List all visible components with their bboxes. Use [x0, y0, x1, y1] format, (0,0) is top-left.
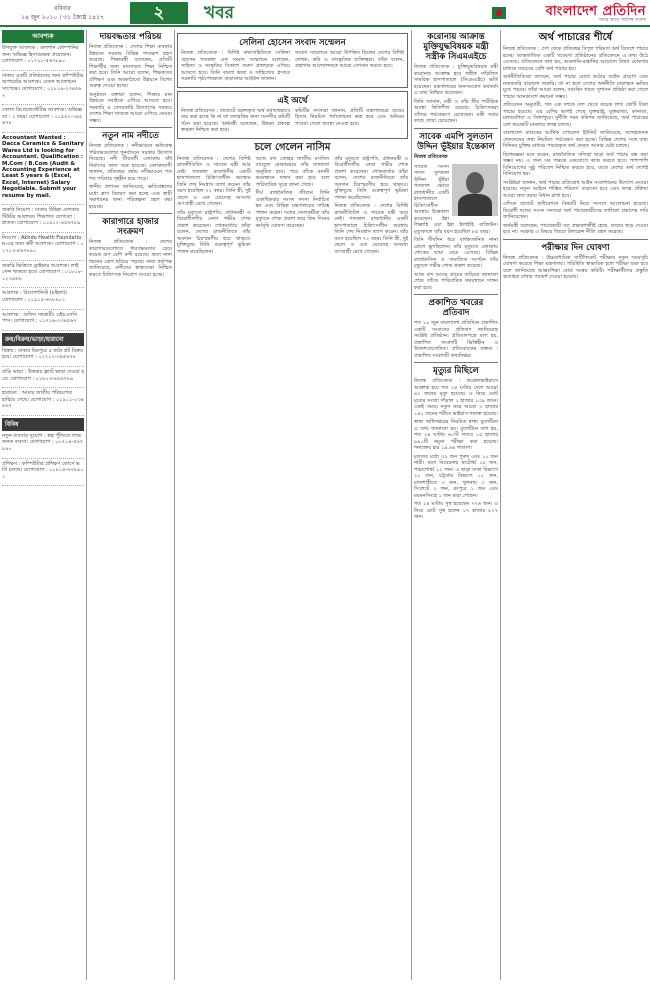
- divider: [414, 294, 498, 295]
- classified-ad: উপযুক্ত আবশ্যক : গুলশান কোম্পানির জন্য অভিজ্ঞ হিসাবরক্ষক প্রয়োজন। যোগাযোগ : ০১৭১১-৫৬৭৮৯০: [2, 45, 84, 71]
- headline: অর্থ পাচারের শীর্ষে: [538, 32, 613, 43]
- headline: দায়বদ্ধতার পরিচয়: [99, 32, 162, 42]
- classified-ad: নতুন ব্যবসার সুযোগ : স্বল্প পুঁজিতে লাভজনক ব্যবসা। যোগাযোগ : ০১৭১৪-৫৬৭৮৯০: [2, 433, 84, 459]
- divider: [89, 213, 172, 214]
- classified-ad: নিয়োগ : Akhdo Health Foundation-এর জন্য কর্মী আবশ্যক। যোগাযোগ : ০১৭১৩-৫৬৭৮৯০: [2, 235, 84, 261]
- headline: প্রকাশিত খবরের প্রতিবাদ: [428, 298, 484, 318]
- classified-ad: প্রশিক্ষণ : কম্পিউটার প্রশিক্ষণ কোর্সে ভর্তি চলছে। যোগাযোগ : ০১৮১৫-৬৭৮৯০১: [2, 461, 84, 487]
- article-body: নিজস্ব প্রতিবেদক : দেশ থেকে প্রতিবছর বিপুল পরিমাণ অর্থ বিদেশে পাচার হচ্ছে। আন্তর্জাতিক একটি গবেষণা প্রতিষ্ঠানের প্রতিবেদনে এ তথ্য উঠে এসেছে। প্রতিবেদনে বলা হয়, আমদানি-রপ্তানির আড়ালে মিথ্যা ঘোষণার মাধ্যমে সবচেয়ে বেশি অর্থ পাচার হয়। অর্থনীতিবিদরা বলছেন, অর্থ পাচার রোধে কঠোর আইন প্রয়োগ এবং নজরদারি বাড়ানো জরুরি। তা না হলে দেশের অর্থনীতি মারাত্মক ক্ষতির মুখে পড়বে। তাঁরা আরো বলেন, ব্যাংকিং খাতে সুশাসন প্রতিষ্ঠা করা গেলে পাচার অনেকাংশে কমানো সম্ভব। প্রতিবেদন অনুযায়ী, গত এক দশকে দেশ থেকে কয়েক লাখ কোটি টাকা পাচার হয়েছে। এর বেশির ভাগই গেছে যুক্তরাষ্ট্র, যুক্তরাজ্য, কানাডা, মালয়েশিয়া ও সিঙ্গাপুরে। দুর্নীতি দমন কমিশন জানিয়েছে, অর্থ পাচারের বেশ কয়েকটি মামলার তদন্ত চলছে। বাংলাদেশ ব্যাংকের আর্থিক গোয়েন্দা ইউনিট জানিয়েছে, সন্দেহজনক লেনদেনের তথ্য নিয়মিত পর্যবেক্ষণ করা হচ্ছে। বিভিন্ন দেশের সঙ্গে তথ্য বিনিময় চুক্তির মাধ্যমে পাচারকৃত অর্থ ফেরত আনার চেষ্টা চলছে। বিশেষজ্ঞরা মনে করেন, রাজনৈতিক সদিচ্ছা ছাড়া অর্থ পাচার বন্ধ করা সম্ভব নয়। এ জন্য সব পক্ষকে একযোগে কাজ করতে হবে। পাশাপাশি বিনিয়োগের সুষ্ঠু পরিবেশ নিশ্চিত করতে হবে, যাতে দেশের অর্থ দেশেই বিনিয়োগ হয়। সংশ্লিষ্টরা জানান, অর্থ পাচার প্রতিরোধ আইন সংশোধনের উদ্যোগ নেওয়া হয়েছে। নতুন আইনে শাস্তির পরিমাণ বাড়ানো হবে এবং তদন্ত প্রক্রিয়া আরো দ্রুত করার বিধান রাখা হবে। এদিকে বাজেট অধিবেশনে বিষয়টি নিয়ে সংসদে আলোচনা হয়েছে। বিরোধী দলের সংসদ সদস্যরা অর্থ পাচারকারীদের তালিকা প্রকাশের দাবি জানিয়েছেন। অর্থমন্ত্রী বলেছেন, পাচারকারী যত প্রভাবশালীই হোক, তাদের ছাড় দেওয়া হবে না। সরকার এ বিষয়ে জিরো টলারেন্স নীতি গ্রহণ করেছে।: [503, 46, 648, 235]
- classified-ad: বিক্রয় : ঢাকার মিরপুরে ৫ কাঠা প্লট বিক্রয় হবে। যোগাযোগ : ০১৭১২-৩৪৫৬৭৮: [2, 348, 84, 367]
- column-rule: [174, 30, 175, 980]
- article-body: নিজস্ব প্রতিবেদক : মুক্তিযুদ্ধবিষয়ক মন্ত্রী করোনায় আক্রান্ত হয়ে সস্ত্রীক সম্মিলিত সামরিক হাসপাতালে (সিএমএইচ) ভর্তি হয়েছেন। মন্ত্রণালয়ের জনসংযোগ কর্মকর্তা এ তথ্য নিশ্চিত করেছেন। তিনি জানান, মন্ত্রী ও তাঁর স্ত্রীর শারীরিক অবস্থা স্থিতিশীল রয়েছে। চিকিৎসকরা তাঁদের পর্যবেক্ষণে রেখেছেন। মন্ত্রী সবার কাছে দোয়া চেয়েছেন।: [414, 64, 498, 124]
- classifieds-column: [2, 30, 84, 980]
- headline: এই অর্থে: [277, 95, 308, 106]
- column-rule: [411, 30, 412, 980]
- news-column-5: [503, 30, 648, 980]
- column-rule: [86, 30, 87, 980]
- headline: সাবেক এমপি সুলতান উদ্দিন ভূঁইয়ার ইন্তেকাল: [417, 131, 495, 152]
- article-body: নিজস্ব প্রতিবেদক : দেশের শিক্ষা ব্যবস্থার উন্নয়নে সরকার বিভিন্ন পদক্ষেপ গ্রহণ করেছে। শিক্ষামন্ত্রী বলেছেন, প্রতিটি শিক্ষার্থীর জন্য মানসম্মত শিক্ষা নিশ্চিত করা হবে। তিনি আরো বলেন, শিক্ষকদের প্রশিক্ষণ এবং অবকাঠামো উন্নয়নে বিশেষ গুরুত্ব দেওয়া হচ্ছে। অনুষ্ঠানে বক্তারা বলেন, শিক্ষার মান উন্নয়নে সবাইকে এগিয়ে আসতে হবে। সরকারি ও বেসরকারি উদ্যোগের সমন্বয়ে দেশের শিক্ষা খাতকে আরো এগিয়ে নেওয়া সম্ভব।: [89, 44, 172, 124]
- logo-text: বাংলাদেশ প্রতিদিন: [545, 4, 646, 19]
- boxed-story: এই অর্থে নিজস্ব প্রতিবেদক : বাজেটে বরাদ্দকৃত অর্থ যথাযথভাবে ব্যয় করা হচ্ছে কি না তা তদারকির জন্য সংসদীয় কমিটি গঠন করা হয়েছে। অর্থমন্ত্রী বলেছেন, উন্নয়ন প্রকল্পে স্বচ্ছতা নিশ্চিত করা হবে। কমিটির সদস্যরা জানান, প্রতিটি মন্ত্রণালয়ের ব্যয়ের হিসাব নিয়মিত পর্যালোচনা করা হবে এবং অনিয়ম পাওয়া গেলে ব্যবস্থা নেওয়া হবে।: [177, 91, 408, 139]
- classified-ad: জরুরি নিয়োগ : ঢাকার বিভিন্ন এলাকায় টিউটর আবশ্যক। শিক্ষাগত যোগ্যতা : স্নাতক। যোগাযোগ : ০১৯১২-৪৫৬৭৮৯: [2, 207, 84, 233]
- divider: [89, 127, 172, 128]
- column-rule: [500, 30, 501, 980]
- news-center: [177, 30, 408, 980]
- divider: [414, 362, 498, 363]
- masthead-day: রবিবার: [54, 5, 71, 12]
- classified-ad: জরুরি ভিত্তিতে ড্রাইভার আবশ্যক। লাইসেন্স থাকতে হবে। যোগাযোগ : ০১৮১৮-১২৩৪৫৬: [2, 263, 84, 289]
- news-column-4: [414, 30, 498, 980]
- masthead-date: ১৪ জুন ২০১০ । ৩১ জ্যৈষ্ঠ ১৪১৭: [21, 14, 104, 21]
- obituary-photo: [452, 164, 498, 216]
- classified-ad: সেলস রিপ্রেজেন্টেটিভ আবশ্যক। অভিজ্ঞতা : ২ বছর। যোগাযোগ : ০১৫৫২-৩৪৫৬৭৮: [2, 107, 84, 133]
- divider: [414, 128, 498, 129]
- classifieds-title-2: ক্রয়/বিক্রয়/ভাড়া/হারানো: [2, 333, 84, 346]
- headline: করোনায় আক্রান্ত মুক্তিযুদ্ধবিষয়ক মন্ত্রী সস্ত্রীক সিএমএইচে: [423, 32, 489, 62]
- classified-ad: হারানো : আমার জাতীয় পরিচয়পত্র হারিয়ে গেছে। যোগাযোগ : ০১৯১১-২৩৪৫৬৭: [2, 390, 84, 416]
- headline: কারাগারে হাজার সংক্রমণ: [102, 217, 159, 237]
- headline: মৃত্যুর মিছিলে: [433, 366, 479, 376]
- headline: নতুন নাম নদীতে: [102, 131, 159, 141]
- article-body: নিজস্ব প্রতিবেদক : করোনাভাইরাসে আক্রান্ত হয়ে গত ২৪ ঘণ্টায় দেশে আরো ৪২ জনের মৃত্যু হয়েছে। এ নিয়ে মোট মৃতের সংখ্যা দাঁড়াল ১ হাজার ১৩৯ জনে। একই সময়ে নতুন করে আরো ৩ হাজার ১৪১ জনের শরীরে ভাইরাস শনাক্ত হয়েছে। স্বাস্থ্য অধিদপ্তরের নিয়মিত স্বাস্থ্য বুলেটিনে এ তথ্য জানানো হয়। বুলেটিনে বলা হয়, গত ২৪ ঘণ্টায় ৬০টি ল্যাবে ১৫ হাজার ৯৯০টি নমুনা পরীক্ষা করা হয়েছে। শনাক্তের হার ১৯.৬৪ শতাংশ। মৃতদের মধ্যে ৩২ জন পুরুষ এবং ১০ জন নারী। বয়স বিবেচনায় ষাটোর্ধ্ব ১৮ জন, পঞ্চাশোর্ধ্ব ১২ জন। এ ছাড়া ঢাকা বিভাগে ২০ জন, চট্টগ্রাম বিভাগে ১২ জন, রাজশাহীতে ৩ জন, খুলনায় ৩ জন, সিলেটে ২ জন, রংপুরে ১ জন এবং ময়মনসিংহে ১ জন মারা গেছেন। গত ২৪ ঘণ্টায় সুস্থ হয়েছেন ৭৭৬ জন। এ নিয়ে মোট সুস্থ হলেন ১৭ হাজার ৮২৭ জন।: [414, 378, 498, 520]
- article-body: নিজস্ব প্রতিবেদক : দেশের বিশিষ্ট রাজনীতিবিদ ও সাবেক মন্ত্রী আর নেই। গতকাল রাজধানীর একটি হাসপাতালে চিকিৎসাধীন অবস্থায় তিনি শেষ নিঃশ্বাস ত্যাগ করেন। তাঁর বয়স হয়েছিল ৭২ বছর। তিনি স্ত্রী, দুই ছেলে ও এক মেয়েসহ অসংখ্য গুণগ্রাহী রেখে গেছেন। তাঁর মৃত্যুতে রাষ্ট্রপতি, প্রধানমন্ত্রী ও বিরোধীদলীয় নেতা গভীর শোক প্রকাশ করেছেন। শোকবার্তায় তাঁরা বলেন, দেশের রাজনীতিতে তাঁর অবদান চিরস্মরণীয় হয়ে থাকবে। মুক্তিযুদ্ধে তিনি গুরুত্বপূর্ণ ভূমিকা পালন করেছিলেন। আজ বাদ জোহর জাতীয় মসজিদ বায়তুল মোকাররমে তাঁর জানাজা অনুষ্ঠিত হবে। পরে তাঁকে বনানী কবরস্থানে দাফন করা হবে বলে পারিবারিক সূত্রে জানা গেছে। দীর্ঘ রাজনৈতিক জীবনে তিনি একাধিকবার সংসদ সদস্য নির্বাচিত হন এবং বিভিন্ন মন্ত্রণালয়ের দায়িত্ব পালন করেন। দলের নেতাকর্মীরা তাঁর মৃত্যুতে শোক প্রকাশ করে তিন দিনের কর্মসূচি ঘোষণা করেছেন। তাঁর মৃত্যুতে রাষ্ট্রপতি, প্রধানমন্ত্রী ও বিরোধীদলীয় নেতা গভীর শোক প্রকাশ করেছেন। শোকবার্তায় তাঁরা বলেন, দেশের রাজনীতিতে তাঁর অবদান চিরস্মরণীয় হয়ে থাকবে। মুক্তিযুদ্ধে তিনি গুরুত্বপূর্ণ ভূমিকা পালন করেছিলেন। নিজস্ব প্রতিবেদক : দেশের বিশিষ্ট রাজনীতিবিদ ও সাবেক মন্ত্রী আর নেই। গতকাল রাজধানীর একটি হাসপাতালে চিকিৎসাধীন অবস্থায় তিনি শেষ নিঃশ্বাস ত্যাগ করেন। তাঁর বয়স হয়েছিল ৭২ বছর। তিনি স্ত্রী, দুই ছেলে ও এক মেয়েসহ অসংখ্য গুণগ্রাহী রেখে গেছেন।: [177, 155, 408, 255]
- headline: চলে গেলেন নাসিম: [254, 141, 331, 153]
- headline: সেলিনা হোসেন সংবাদ সম্মেলন: [239, 38, 346, 48]
- divider: [503, 239, 648, 240]
- article-body: নিজস্ব প্রতিবেদক : নদীভাঙনে ক্ষতিগ্রস্ত পরিবারগুলোর পুনর্বাসনে সরকার উদ্যোগ নিয়েছে। নদী তীরবর্তী এলাকায় বাঁধ নির্মাণের কাজ শুরু হয়েছে। এলাকাবাসী জানান, প্রতিবছর বর্ষায় নদীভাঙনে শত শত পরিবার গৃহহীন হয়ে পড়ে। স্থানীয় প্রশাসন জানিয়েছে, ক্ষতিগ্রস্তদের মধ্যে ত্রাণ বিতরণ করা হচ্ছে এবং স্থায়ী সমাধানের জন্য পরিকল্পনা গ্রহণ করা হয়েছে।: [89, 143, 172, 210]
- article-body: গত ১০ জুন বাংলাদেশ প্রতিদিনে প্রকাশিত একটি সংবাদের প্রতিবাদ জানিয়েছে সংশ্লিষ্ট প্রতিষ্ঠান। প্রতিবাদপত্রে বলা হয়, প্রকাশিত সংবাদটি ভিত্তিহীন ও উদ্দেশ্যপ্রণোদিত। প্রতিবেদকের বক্তব্য : প্রকাশিত সংবাদটি তথ্যনির্ভর।: [414, 320, 498, 359]
- classifieds-title: আবশ্যক: [2, 30, 84, 43]
- article-body: নিজস্ব প্রতিবেদক : উচ্চমাধ্যমিক সার্টিফিকেট পরীক্ষার নতুন সময়সূচি ঘোষণা করেছে শিক্ষা মন্ত্রণালয়। পরিস্থিতি স্বাভাবিক হলে পরীক্ষা শুরু হবে বলে জানিয়েছে আন্তঃশিক্ষা বোর্ড সমন্বয় কমিটি। পরীক্ষার্থীদের প্রস্তুতি অব্যাহত রাখার পরামর্শ দেওয়া হয়েছে।: [503, 254, 648, 280]
- logo-tagline: সবার আগে সর্বশেষ সংবাদ: [598, 18, 646, 23]
- news-column-2: [89, 30, 172, 980]
- classified-ad: ঢাকার একটি প্রতিষ্ঠানের জন্য কম্পিউটার অপারেটর আবশ্যক। বেতন আলোচনা সাপেক্ষে। যোগাযোগ : ০১৮১৯-২৩৪৫৬৭: [2, 73, 84, 105]
- article-body: নিজস্ব প্রতিবেদক : দেশের কারাগারগুলোতে ধারণক্ষমতার চেয়ে কয়েক গুণ বেশি বন্দী রয়েছে। ফলে নানা ধরনের রোগ ছড়িয়ে পড়ছে। কারা কর্তৃপক্ষ জানিয়েছে, বন্দীদের স্বাস্থ্যসেবা নিশ্চিত করতে চিকিৎসক নিয়োগ দেওয়া হচ্ছে।: [89, 239, 172, 278]
- section-name: খবর: [190, 2, 248, 24]
- classified-ad: বাড়ি ভাড়া : উত্তরায় ফ্ল্যাট ভাড়া দেওয়া হবে। যোগাযোগ : ০১৮১৩-৪৫৬৭৮৯: [2, 369, 84, 388]
- classified-ad: আবশ্যক : অফিস সহকারী। এইচএসসি পাস। যোগাযোগ : ০১৭১৬-২৩৪৫৬৭: [2, 312, 84, 331]
- byline: নিজস্ব প্রতিবেদক: [414, 153, 448, 160]
- flag-icon: [492, 7, 506, 19]
- header-rule: [0, 25, 650, 27]
- boxed-story: সেলিনা হোসেন সংবাদ সম্মেলন নিজস্ব প্রতিবেদক : বিশিষ্ট কথাসাহিত্যিক সেলিনা হোসেন গতকাল এক সংবাদ সম্মেলনে বলেছেন, সাহিত্য ও সংস্কৃতির বিকাশে তরুণ প্রজন্মকে এগিয়ে আসতে হবে। তিনি বাংলা ভাষা ও সাহিত্যের প্রসারে সরকারি পৃষ্ঠপোষকতা বাড়ানোর আহ্বান জানান। সংবাদ সম্মেলনে আরো উপস্থিত ছিলেন দেশের বিশিষ্ট লেখক, কবি ও সাংস্কৃতিক ব্যক্তিত্বরা। তাঁরা বলেন, গ্রন্থাগার আন্দোলনকে আরো বেগবান করতে হবে।: [177, 33, 408, 88]
- classified-ad: আবশ্যক : রিসেপশনিস্ট (মহিলা)। যোগাযোগ : ০১৯১৫-৬৭৮৯০১: [2, 290, 84, 309]
- classifieds-title-3: বিবিধ: [2, 418, 84, 431]
- headline: পরীক্ষার দিন ঘোষণা: [541, 242, 610, 253]
- newspaper-logo: [492, 2, 648, 24]
- article-body: সাবেক সংসদ সদস্য সুলতান উদ্দিন ভূঁইয়া গতকাল ভোরে রাজধানীর একটি হাসপাতালে চিকিৎসাধীন অবস্থায় ইন্তেকাল করেছেন। ইন্না লিল্লাহি ওয়া ইন্না ইলাইহি রাজিউন। মৃত্যুকালে তাঁর বয়স হয়েছিল ৮৫ বছর। তিনি দীর্ঘদিন ধরে বার্ধক্যজনিত নানা রোগে ভুগছিলেন। তাঁর মৃত্যুতে এলাকায় শোকের ছায়া নেমে এসেছে। বিভিন্ন রাজনৈতিক ও সামাজিক সংগঠন তাঁর মৃত্যুতে গভীর শোক প্রকাশ করেছে। আজ বাদ আসর গ্রামের বাড়িতে জানাজা শেষে তাঁকে পারিবারিক কবরস্থানে দাফন করা হবে।: [414, 163, 498, 291]
- page-number: ২: [130, 2, 188, 24]
- classified-ad-english: Accountant Wanted : Dacca Ceramics & Sanitary Wares Ltd is looking for Accountant. Qualification : M.Com / B.Com (Audit & Accounting Experience at Least 5 years & (Excel, Excel, Internet) Salary Negotiable. Submit your resume by mail.: [2, 135, 84, 205]
